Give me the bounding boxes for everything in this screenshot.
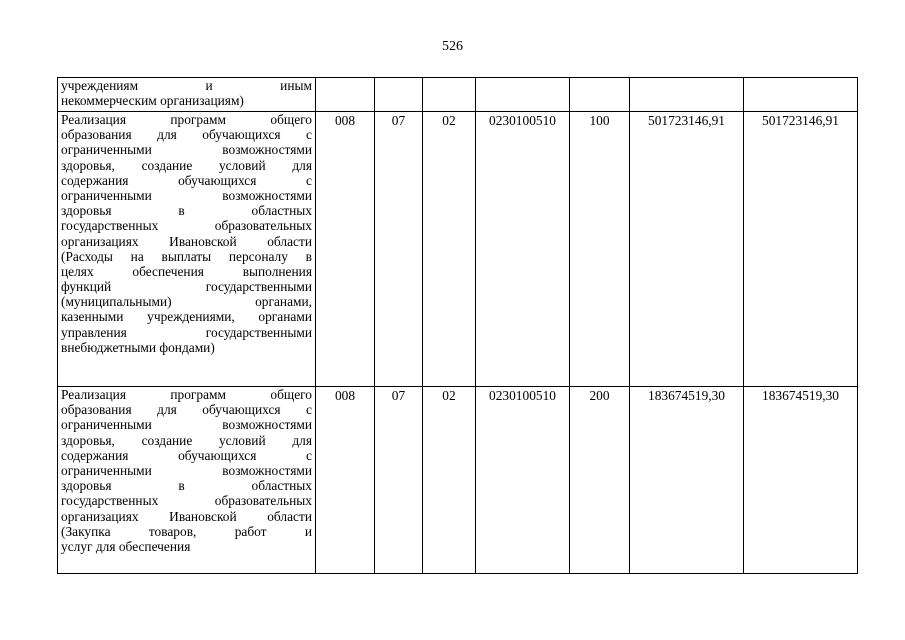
section-code-cell: 07 — [375, 387, 423, 574]
ministry-code-cell: 008 — [316, 387, 375, 574]
description-line: функций государственными — [61, 279, 312, 295]
subsection-code-cell: 02 — [423, 112, 476, 387]
description-line: целях обеспечения выполнения — [61, 263, 312, 279]
description-line: ограниченными возможностями — [61, 462, 312, 478]
description-line: содержания обучающихся с — [61, 172, 312, 188]
description-line: (Закупка товаров, работ и — [61, 523, 312, 539]
description-line: государственных образовательных — [61, 493, 312, 509]
subsection-code-cell: 02 — [423, 387, 476, 574]
description-line: (муниципальными) органами, — [61, 294, 312, 310]
description-line: ограниченными возможностями — [61, 142, 312, 158]
table-row — [58, 387, 858, 574]
section-code-cell — [375, 78, 423, 112]
amount-cell: 183674519,30 — [744, 387, 858, 574]
description-cell — [58, 387, 316, 574]
amount-cell — [630, 78, 744, 112]
ministry-code-cell — [316, 78, 375, 112]
description-line: здоровья, создание условий для — [61, 157, 312, 173]
table-row — [58, 78, 858, 112]
description-line: ограниченными возможностями — [61, 417, 312, 433]
expense-type-cell — [570, 78, 630, 112]
description-line: некоммерческим организациям) — [61, 93, 244, 109]
subsection-code-cell — [423, 78, 476, 112]
description-line: ограниченными возможностями — [61, 187, 312, 203]
expense-type-cell: 100 — [570, 112, 630, 387]
description-line: государственных образовательных — [61, 218, 312, 234]
description-line: образования для обучающихся с — [61, 127, 312, 143]
description-line: образования для обучающихся с — [61, 402, 312, 418]
description-line: Реализация программ общего — [61, 112, 312, 127]
description-line: здоровья в областных — [61, 203, 312, 219]
amount-cell: 183674519,30 — [630, 387, 744, 574]
target-article-cell — [476, 78, 570, 112]
section-code-cell: 07 — [375, 112, 423, 387]
description-cell — [58, 112, 316, 387]
description-line: услуг для обеспечения — [61, 538, 191, 554]
table-row — [58, 112, 858, 387]
description-line: здоровья, создание условий для — [61, 432, 312, 448]
ministry-code-cell: 008 — [316, 112, 375, 387]
description-line: организациях Ивановской области — [61, 233, 312, 249]
amount-cell: 501723146,91 — [630, 112, 744, 387]
description-line: (Расходы на выплаты персоналу в — [61, 248, 312, 264]
description-line: управления государственными — [61, 324, 312, 340]
page-number: 526 — [442, 39, 463, 54]
amount-cell — [744, 78, 858, 112]
target-article-cell: 0230100510 — [476, 112, 570, 387]
budget-table — [57, 77, 858, 574]
target-article-cell: 0230100510 — [476, 387, 570, 574]
table-body — [58, 78, 858, 574]
description-line: организациях Ивановской области — [61, 508, 312, 524]
description-line: Реализация программ общего — [61, 387, 312, 402]
amount-cell: 501723146,91 — [744, 112, 858, 387]
description-line: учреждениям и иным — [61, 78, 312, 93]
description-cell — [58, 78, 316, 112]
description-line: содержания обучающихся с — [61, 447, 312, 463]
description-line: внебюджетными фондами) — [61, 339, 215, 355]
description-line: здоровья в областных — [61, 478, 312, 494]
description-line: казенными учреждениями, органами — [61, 309, 312, 325]
expense-type-cell: 200 — [570, 387, 630, 574]
